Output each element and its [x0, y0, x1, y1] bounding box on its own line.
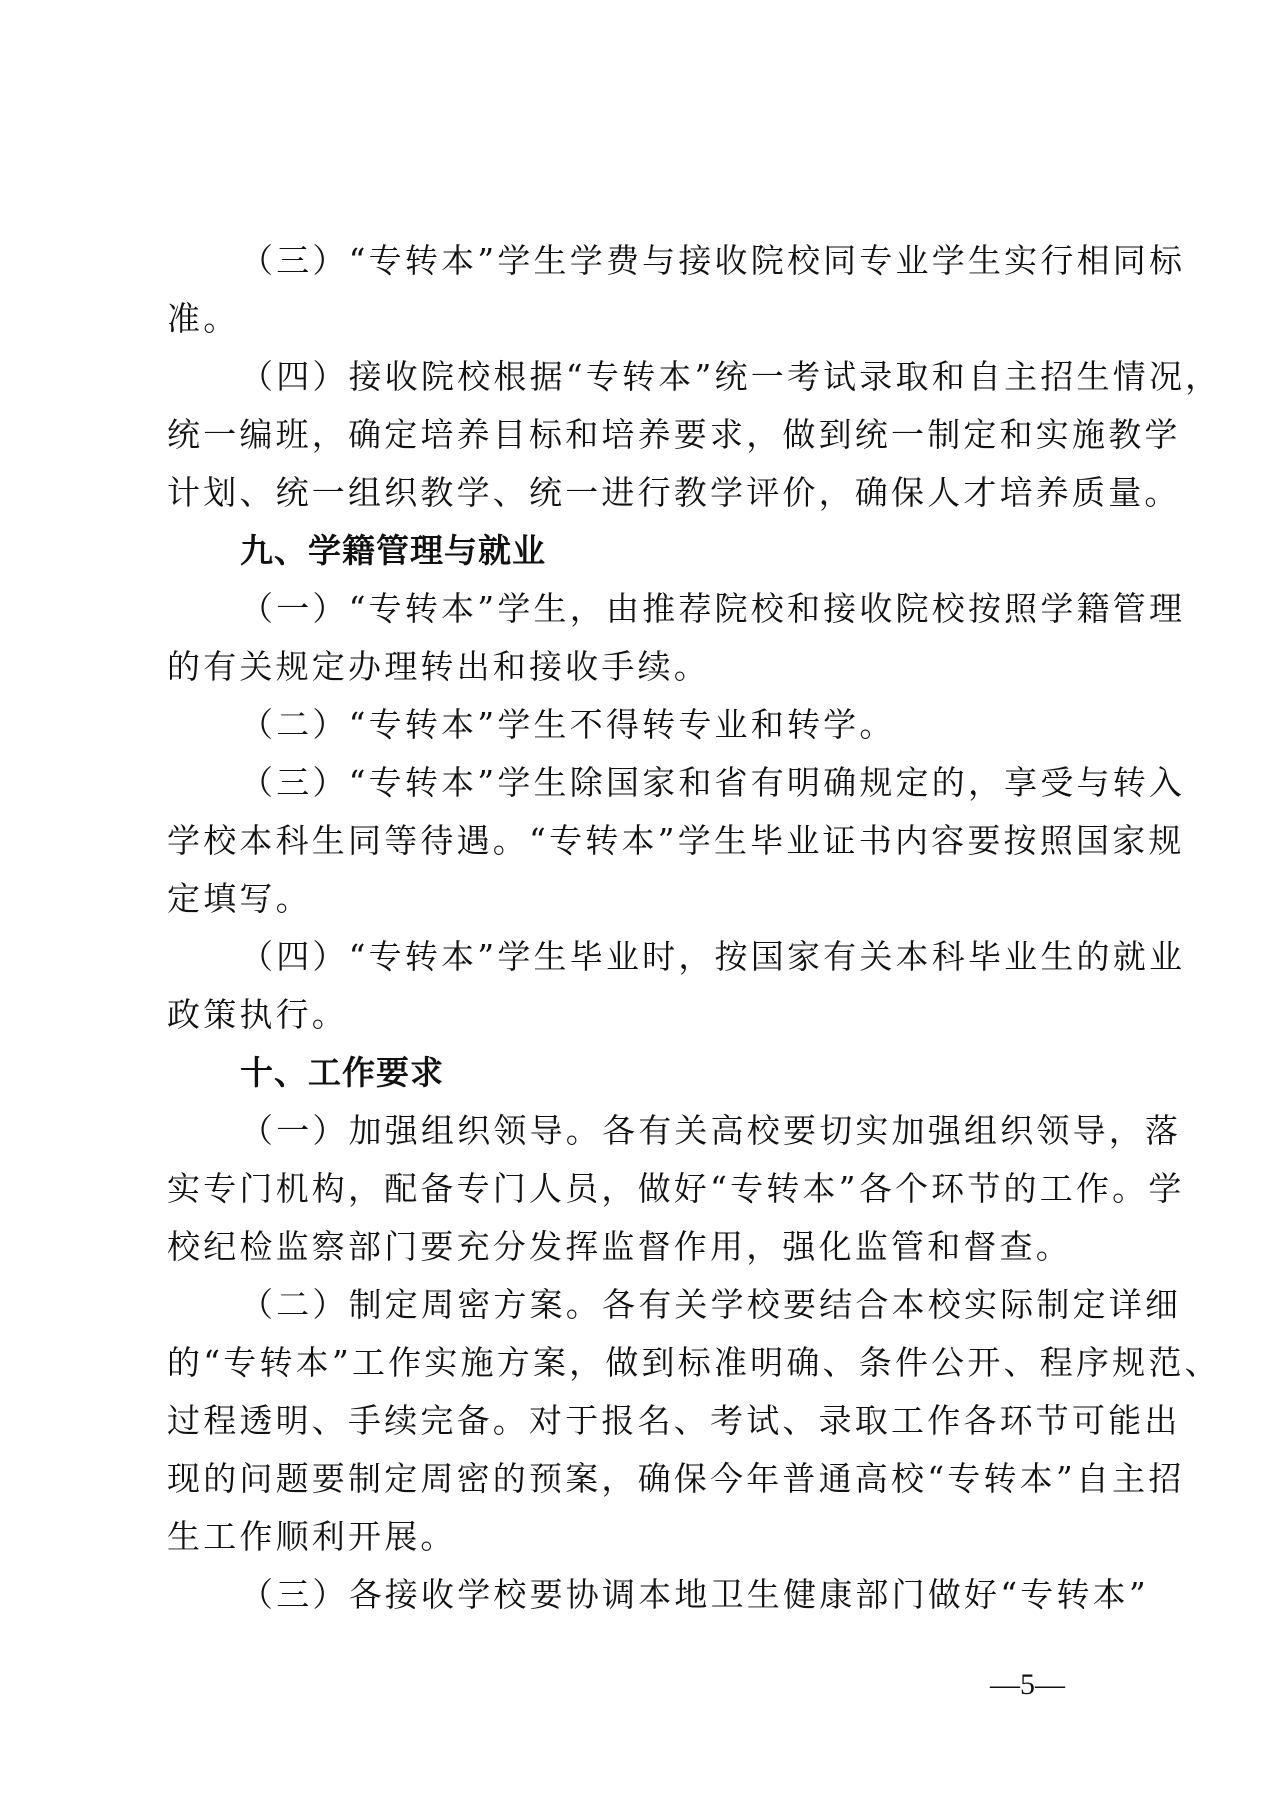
- section-heading: 十、工作要求: [240, 1053, 444, 1092]
- text-line: 准。: [167, 299, 240, 338]
- page-number: —5—: [990, 1668, 1065, 1701]
- text-line: （三）“专转本”学生除国家和省有明确规定的，享受与转入: [240, 763, 1186, 802]
- text-line: 校纪检监察部门要充分发挥监督作用，强化监管和督查。: [167, 1227, 1072, 1266]
- text-line: （三）各接收学校要协调本地卫生健康部门做好“专转本”: [240, 1575, 1149, 1614]
- text-line: 现的问题要制定周密的预案，确保今年普通高校“专转本”自主招: [167, 1459, 1185, 1498]
- text-line: 的有关规定办理转出和接收手续。: [167, 647, 710, 686]
- text-line: 定填写。: [167, 879, 312, 918]
- text-line: 的“专转本”工作实施方案，做到标准明确、条件公开、程序规范、: [167, 1343, 1221, 1382]
- text-line: 计划、统一组织教学、统一进行教学评价，确保人才培养质量。: [167, 473, 1181, 512]
- text-line: （四）“专转本”学生毕业时，按国家有关本科毕业生的就业: [240, 937, 1186, 976]
- text-line: （一）加强组织领导。各有关高校要切实加强组织领导，落: [240, 1111, 1182, 1150]
- text-line: （二）“专转本”学生不得转专业和转学。: [240, 705, 896, 744]
- text-line: 过程透明、手续完备。对于报名、考试、录取工作各环节可能出: [167, 1401, 1181, 1440]
- text-line: 政策执行。: [167, 995, 348, 1034]
- text-line: 生工作顺利开展。: [167, 1517, 457, 1556]
- text-line: （三）“专转本”学生学费与接收院校同专业学生实行相同标: [240, 241, 1186, 280]
- section-heading: 九、学籍管理与就业: [240, 531, 546, 570]
- text-line: （一）“专转本”学生，由推荐院校和接收院校按照学籍管理: [240, 589, 1186, 628]
- text-line: 统一编班，确定培养目标和培养要求，做到统一制定和实施教学: [167, 415, 1181, 454]
- text-line: 学校本科生同等待遇。“专转本”学生毕业证书内容要按照国家规: [167, 821, 1185, 860]
- text-line: 实专门机构，配备专门人员，做好“专转本”各个环节的工作。学: [167, 1169, 1185, 1208]
- text-line: （四）接收院校根据“专转本”统一考试录取和自主招生情况，: [240, 357, 1222, 396]
- text-line: （二）制定周密方案。各有关学校要结合本校实际制定详细: [240, 1285, 1182, 1324]
